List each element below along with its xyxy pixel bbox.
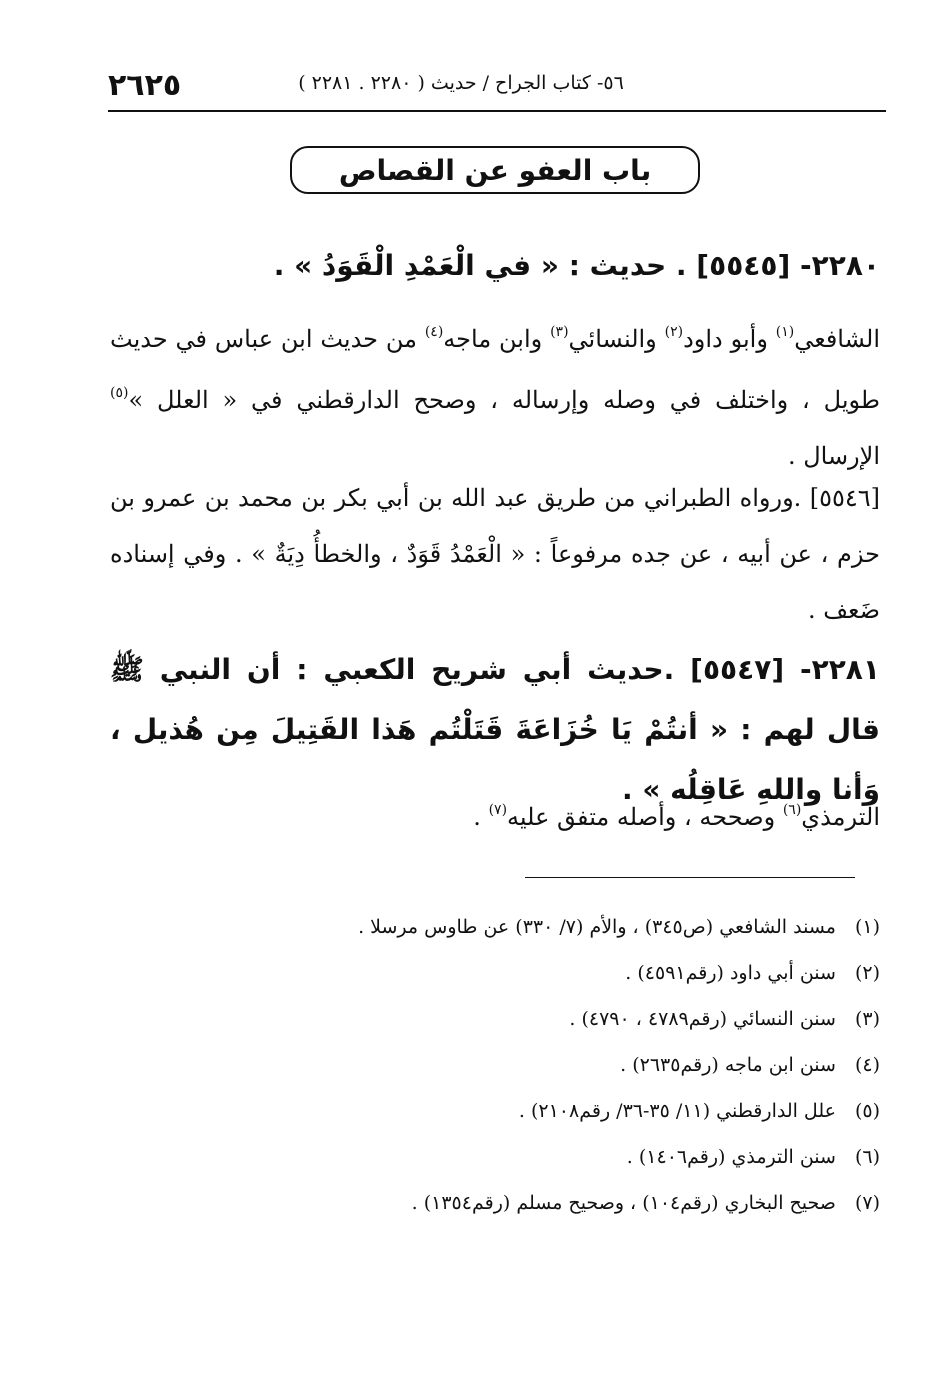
footnote-text: مسند الشافعي (ص٣٤٥) ، والأم (٧/ ٣٣٠) عن طاوس مرسلا .	[358, 916, 836, 938]
footnote-number: (٢)	[854, 962, 880, 984]
hadith-2280-takhrij	[110, 306, 880, 484]
footnote-text: سنن أبي داود (رقم٤٥٩١) .	[625, 962, 836, 984]
footnote-text: سنن الترمذي (رقم١٤٠٦) .	[626, 1146, 836, 1168]
footnote-ref: (١)	[775, 324, 795, 340]
footnote-item	[110, 1088, 880, 1134]
footnote-number: (٥)	[854, 1100, 880, 1122]
footnote-ref: (٦)	[782, 802, 802, 818]
source-text: وأبو داود	[683, 325, 776, 353]
footnote-number: (٧)	[854, 1192, 880, 1214]
source-text: وصححه ، وأصله متفق عليه	[507, 803, 783, 831]
footnote-text: سنن النسائي (رقم٤٧٨٩ ، ٤٧٩٠) .	[569, 1008, 836, 1030]
footnote-text: صحيح البخاري (رقم١٠٤) ، وصحيح مسلم (رقم١٣٥٤) .	[411, 1192, 836, 1214]
footnote-item	[110, 1134, 880, 1180]
footnote-text: سنن ابن ماجه (رقم٢٦٣٥) .	[620, 1054, 836, 1076]
source-text: وابن ماجه	[443, 325, 551, 353]
hadith-2281-takhrij	[110, 784, 880, 845]
footnote-item	[110, 1180, 880, 1226]
footnote-item	[110, 1042, 880, 1088]
footnote-item	[110, 996, 880, 1042]
source-text: الشافعي	[794, 325, 880, 353]
hadith-2280-narration: [٥٥٤٦] .ورواه الطبراني من طريق عبد الله بن أبي بكر بن محمد بن عمرو بن حزم ، عن أبيه ، عن جده مرفوعاً : « الْعَمْدُ قَوَدٌ ، والخطأُ دِيَةٌ » . وفي إسناده ضَعف .	[110, 484, 880, 624]
source-text: من حديث ابن عباس في حديث طويل ، واختلف في وصله وإرساله ، وصحح الدارقطني في « العلل »	[110, 325, 880, 414]
footnote-number: (٤)	[854, 1054, 880, 1076]
footnotes-list	[110, 904, 880, 1226]
hadith-2281-heading: ٢٢٨١- [٥٥٤٧] .حديث أبي شريح الكعبي : أن النبي ﷺ قال لهم : « أنتُمْ يَا خُزَاعَةَ قَتَلْتُم هَذا القَتِيلَ مِن هُذيل ، وَأنا واللهِ عَاقِلُه » .	[110, 653, 880, 806]
source-text: .	[473, 803, 489, 831]
page-number: ٢٦٢٥	[108, 68, 182, 103]
footnote-separator	[525, 877, 855, 878]
footnote-text: علل الدارقطني (١١/ ٣٥-٣٦/ رقم٢١٠٨) .	[518, 1100, 836, 1122]
source-text: الترمذي	[801, 803, 880, 831]
hadith-2280-heading: ٢٢٨٠- [٥٥٤٥] . حديث : « في الْعَمْدِ الْقَوَدُ » .	[273, 249, 880, 282]
chapter-title-box	[290, 146, 700, 194]
footnote-ref: (٢)	[664, 324, 684, 340]
footnote-ref: (٣)	[550, 324, 569, 340]
footnote-item	[110, 950, 880, 996]
footnote-item	[110, 904, 880, 950]
chapter-title: باب العفو عن القصاص	[338, 153, 652, 187]
footnote-number: (١)	[854, 916, 880, 938]
page-header	[108, 62, 886, 106]
footnote-ref: (٧)	[488, 802, 508, 818]
source-text: الإرسال .	[787, 442, 880, 470]
header-rule	[108, 110, 886, 112]
running-head: ٥٦- كتاب الجراح / حديث ( ٢٢٨٠ . ٢٢٨١ )	[298, 72, 624, 94]
footnote-number: (٣)	[854, 1008, 880, 1030]
source-text: والنسائي	[568, 325, 665, 353]
footnote-number: (٦)	[854, 1146, 880, 1168]
footnote-ref: (٤)	[424, 324, 444, 340]
footnote-ref: (٥)	[110, 385, 129, 401]
